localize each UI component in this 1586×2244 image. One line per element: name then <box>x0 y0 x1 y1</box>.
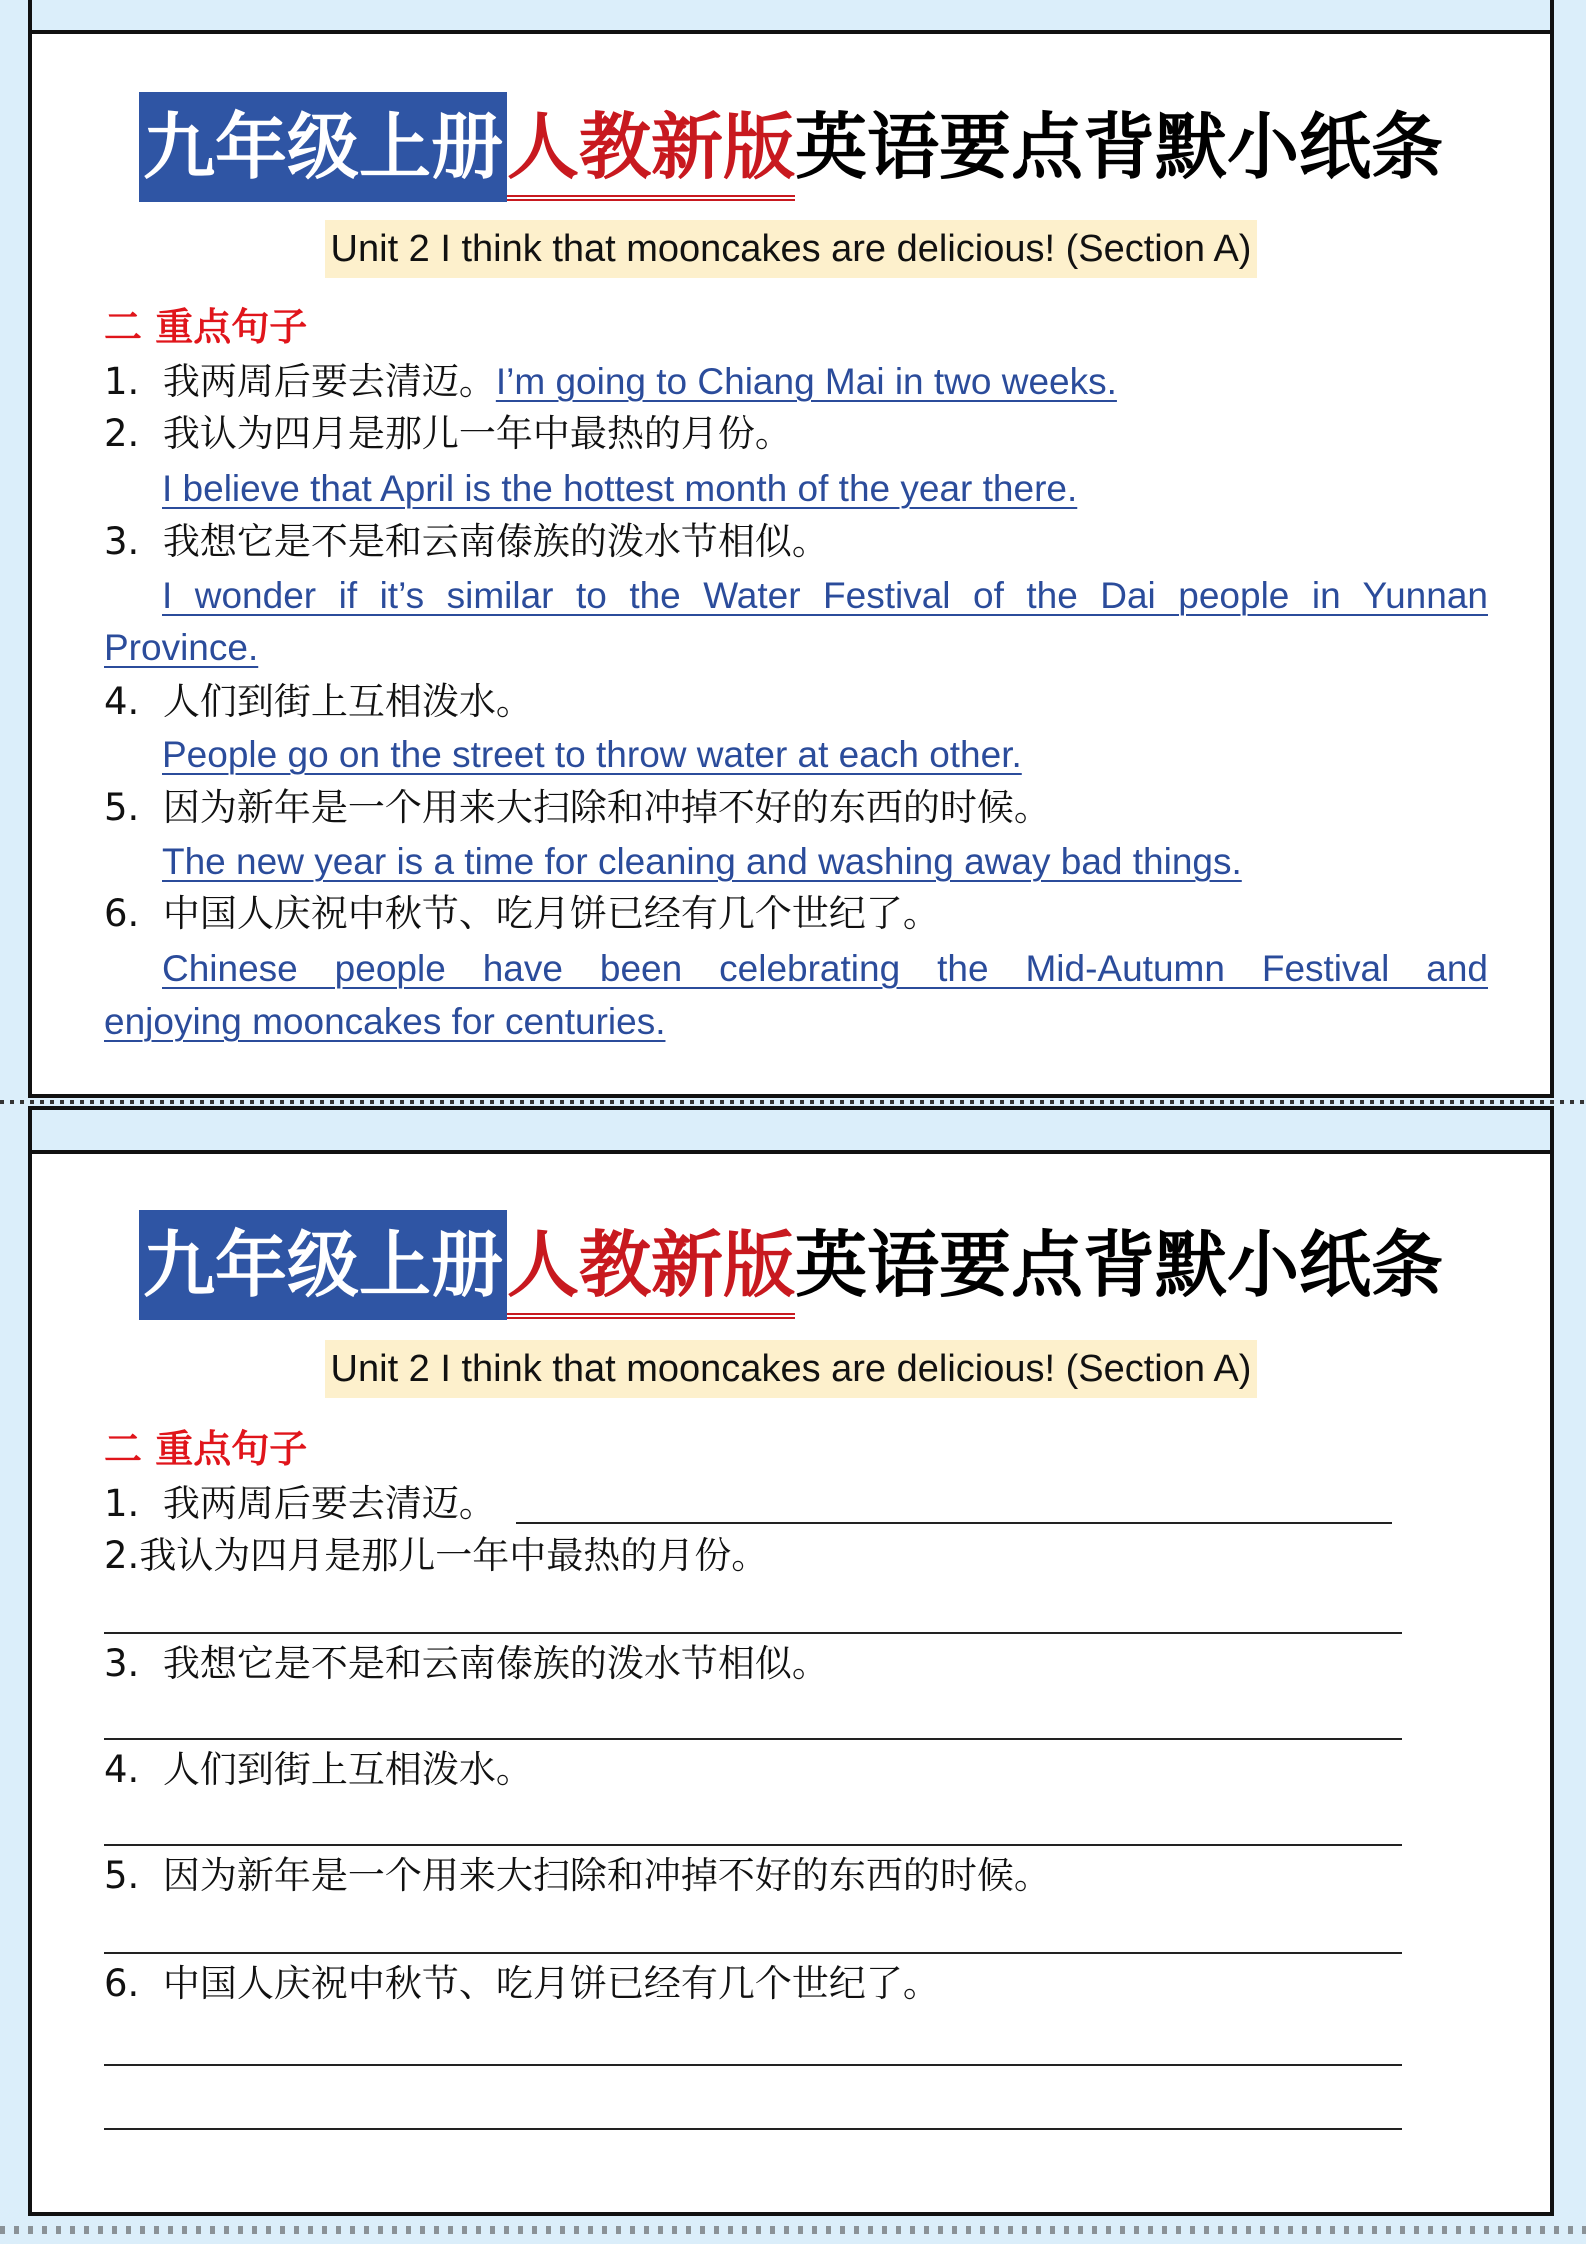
page-title <box>32 1210 1550 1320</box>
title-subject: 英语要点背默小纸条 <box>795 105 1444 189</box>
sentence-number: 6. <box>104 892 140 935</box>
answer-blank-6b[interactable] <box>104 2128 1402 2130</box>
title-grade: 九年级上册 <box>139 92 507 202</box>
practice-6 <box>104 1958 940 2010</box>
title-subject: 英语要点背默小纸条 <box>795 1223 1444 1307</box>
sentence-zh: 人们到街上互相泼水。 <box>162 1748 533 1791</box>
page-title <box>32 92 1550 202</box>
sentence-5 <box>104 782 1051 834</box>
sentence-number: 1. <box>104 360 140 403</box>
sentence-en-cont: enjoying mooncakes for centuries. <box>104 1001 666 1042</box>
top-band <box>32 0 1550 34</box>
practice-5 <box>104 1850 1051 1902</box>
sentence-6 <box>104 888 940 940</box>
answer-blank-4[interactable] <box>104 1844 1402 1846</box>
sentence-2 <box>104 408 792 460</box>
title-edition: 人教新版 <box>507 1217 795 1319</box>
section-heading: 二 重点句子 <box>104 305 308 349</box>
sentence-en: I wonder if it’s similar to the Water Festival of the Dai people in Yunnan <box>162 575 1488 616</box>
sentence-number: 6. <box>104 1962 140 2005</box>
sentence-number: 4. <box>104 680 140 723</box>
title-grade: 九年级上册 <box>139 1210 507 1320</box>
top-band <box>32 1110 1550 1154</box>
sentence-zh: 人们到街上互相泼水。 <box>162 680 533 723</box>
sentence-en: I believe that April is the hottest month of the year there. <box>162 468 1078 509</box>
sentence-zh: 我想它是不是和云南傣族的泼水节相似。 <box>162 1642 829 1685</box>
answer-blank-1[interactable] <box>516 1522 1392 1524</box>
answer-blank-5[interactable] <box>104 1952 1402 1954</box>
sentence-zh: 我想它是不是和云南傣族的泼水节相似。 <box>162 520 829 563</box>
sentence-zh: 中国人庆祝中秋节、吃月饼已经有几个世纪了。 <box>162 1962 940 2005</box>
answer-sheet <box>28 0 1554 1098</box>
sentence-number: 4. <box>104 1748 140 1791</box>
sentence-number: 3. <box>104 520 140 563</box>
sentence-1 <box>104 356 1117 408</box>
practice-sheet <box>28 1106 1554 2216</box>
practice-1 <box>104 1478 496 1530</box>
sentence-3 <box>104 516 829 568</box>
unit-banner <box>32 220 1550 278</box>
sentence-en: Chinese people have been celebrating the Mid-Autumn Festival and <box>162 948 1488 989</box>
sentence-number: 3. <box>104 1642 140 1685</box>
sentence-en: People go on the street to throw water at each other. <box>162 734 1022 775</box>
answer-blank-2[interactable] <box>104 1632 1402 1634</box>
practice-4 <box>104 1744 533 1796</box>
sentence-zh: 因为新年是一个用来大扫除和冲掉不好的东西的时候。 <box>162 786 1051 829</box>
title-edition: 人教新版 <box>507 99 795 201</box>
answer-blank-3[interactable] <box>104 1738 1402 1740</box>
sentence-number: 2. <box>104 1534 140 1577</box>
sentence-en: The new year is a time for cleaning and washing away bad things. <box>162 841 1242 882</box>
sentence-number: 2. <box>104 412 140 455</box>
sentence-zh: 我认为四月是那儿一年中最热的月份。 <box>162 412 792 455</box>
practice-2 <box>104 1530 768 1582</box>
sentence-en-cont: Province. <box>104 627 259 668</box>
unit-banner <box>32 1340 1550 1398</box>
sentence-zh: 因为新年是一个用来大扫除和冲掉不好的东西的时候。 <box>162 1854 1051 1897</box>
sentence-number: 5. <box>104 786 140 829</box>
bottom-dots <box>0 2226 1586 2234</box>
sentence-zh: 我两周后要去清迈。 <box>162 1482 496 1525</box>
unit-label: Unit 2 I think that mooncakes are delicious! (Section A) <box>325 220 1258 278</box>
page-separator <box>0 1100 1586 1104</box>
sentence-number: 1. <box>104 1482 140 1525</box>
sentence-number: 5. <box>104 1854 140 1897</box>
unit-label: Unit 2 I think that mooncakes are delicious! (Section A) <box>325 1340 1258 1398</box>
sentence-zh: 我认为四月是那儿一年中最热的月份。 <box>139 1534 769 1577</box>
sentence-en: I’m going to Chiang Mai in two weeks. <box>495 361 1117 402</box>
sentence-4 <box>104 676 533 728</box>
answer-blank-6a[interactable] <box>104 2064 1402 2066</box>
sentence-zh: 中国人庆祝中秋节、吃月饼已经有几个世纪了。 <box>162 892 940 935</box>
practice-3 <box>104 1638 829 1690</box>
section-heading: 二 重点句子 <box>104 1427 308 1471</box>
sentence-zh: 我两周后要去清迈。 <box>162 360 496 403</box>
